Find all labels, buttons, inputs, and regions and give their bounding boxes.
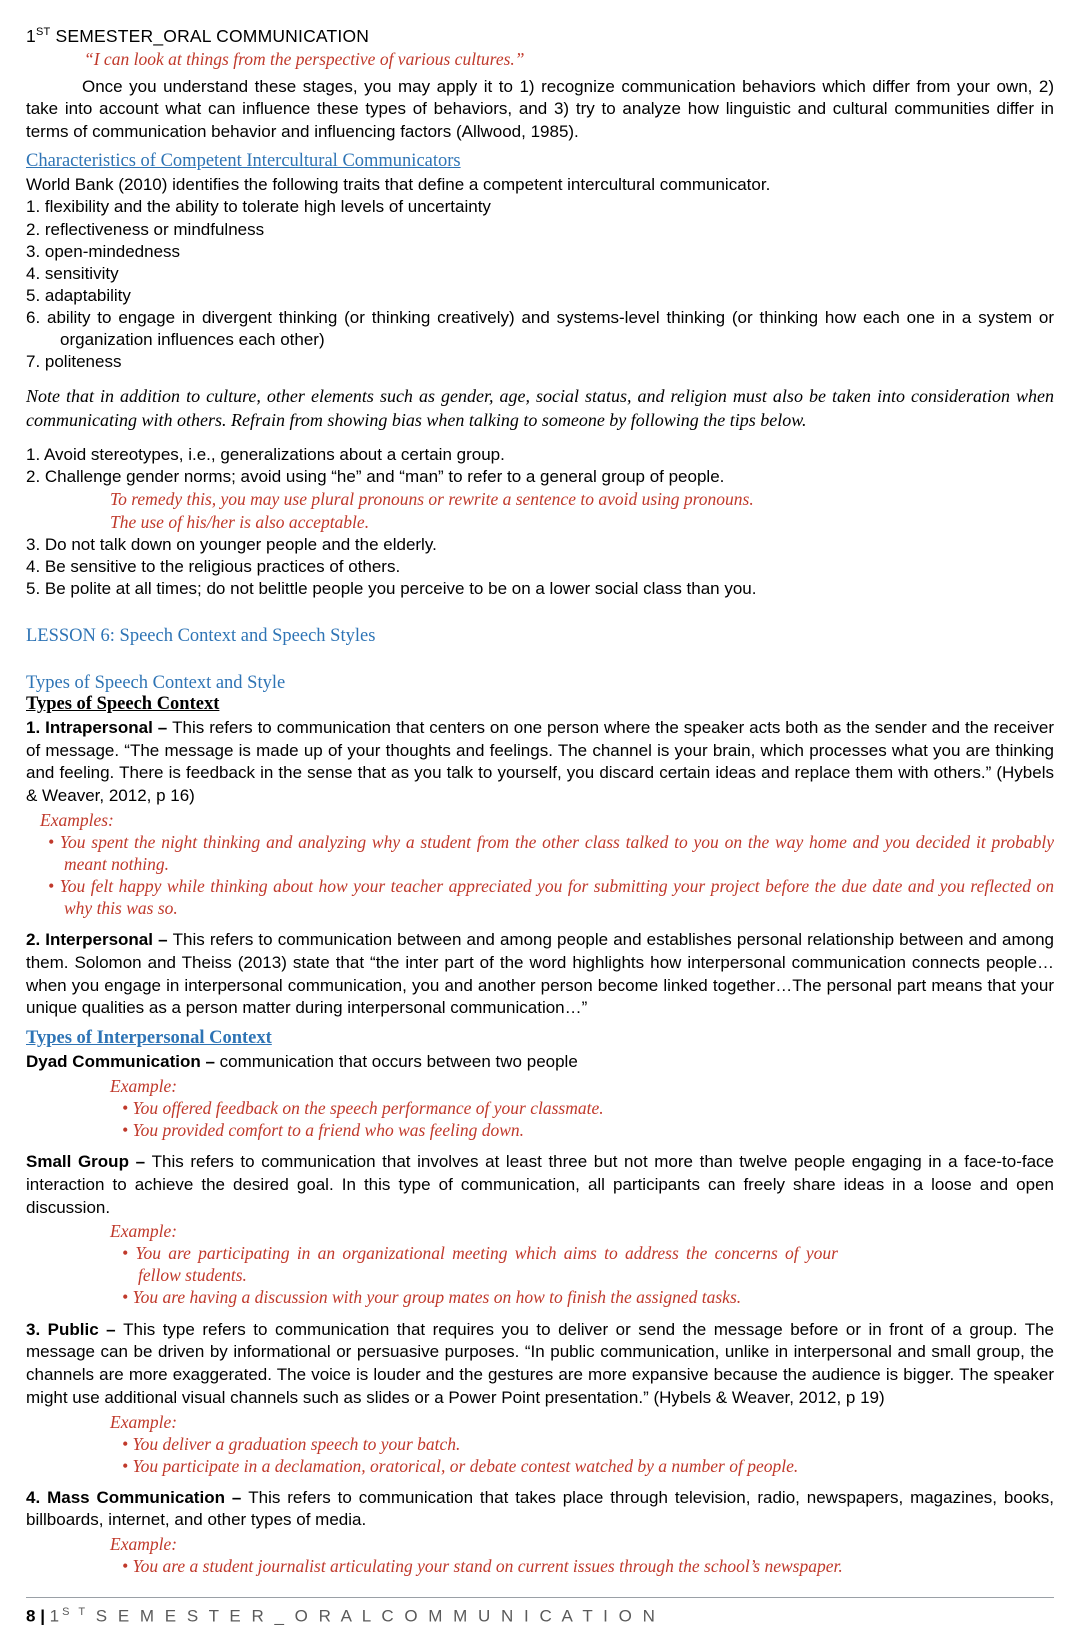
context-public-label: 3. Public – bbox=[26, 1319, 124, 1339]
tip-2-sub-2: The use of his/her is also acceptable. bbox=[110, 511, 370, 532]
footer-separator: | bbox=[35, 1607, 50, 1626]
context-mass bbox=[26, 1487, 1054, 1533]
characteristics-item-2: 2. reflectiveness or mindfulness bbox=[26, 219, 265, 239]
context-interpersonal-label: 2. Interpersonal – bbox=[26, 930, 173, 950]
types-speech-context-style-heading: Types of Speech Context and Style bbox=[26, 672, 286, 693]
spacer bbox=[26, 1020, 1054, 1028]
intrapersonal-examples-label: Examples: bbox=[40, 809, 114, 830]
mass-example-1: • You are a student journalist articulating your stand on current issues through the school’s newspaper. bbox=[122, 1556, 843, 1577]
intrapersonal-example-2: • You felt happy while thinking about how your teacher appreciated you for submitting your project before the due date and you reflected on why this was so. bbox=[48, 876, 1054, 919]
tip-item-3: 3. Do not talk down on younger people and the elderly. bbox=[26, 534, 437, 554]
running-head bbox=[26, 26, 1054, 47]
context-dyad-text: communication that occurs between two people bbox=[219, 1052, 578, 1072]
characteristics-item-5: 5. adaptability bbox=[26, 285, 131, 305]
context-small-group bbox=[26, 1151, 1054, 1219]
context-intrapersonal-text: This refers to communication that centers on one person where the speaker acts both as the sender and the receiver of message. “The message is made up of your thoughts and feelings. The channel is your brain, which processes what you are thinking and feeling. There is feedback in the sense that as you talk to yourself, you discard certain ideas and replace them with others.” (Hybels & Weaver, 2012, p 16) bbox=[26, 717, 1055, 806]
lesson-title: LESSON 6: Speech Context and Speech Styles bbox=[26, 625, 376, 646]
intrapersonal-example-1: • You spent the night thinking and analyzing why a student from the other class talked to you on the way home and you decided it probably meant nothing. bbox=[48, 831, 1054, 875]
context-interpersonal bbox=[26, 929, 1054, 1020]
characteristics-item-4: 4. sensitivity bbox=[26, 263, 119, 283]
context-dyad bbox=[26, 1051, 1054, 1074]
context-public bbox=[26, 1319, 1054, 1410]
tip-2-sub-1: To remedy this, you may use plural pronouns or rewrite a sentence to avoid using pronouns. bbox=[110, 489, 754, 510]
running-head-post: SEMESTER_ORAL COMMUNICATION bbox=[50, 26, 370, 46]
chapter-quote: “I can look at things from the perspective of various cultures.” bbox=[84, 49, 525, 69]
tip-item-2: 2. Challenge gender norms; avoid using “he” and “man” to refer to a general group of people. bbox=[26, 467, 725, 487]
public-example-2: • You participate in a declamation, oratorical, or debate contest watched by a number of people. bbox=[122, 1455, 799, 1476]
running-head-pre: 1 bbox=[26, 26, 36, 46]
types-interpersonal-context-heading: Types of Interpersonal Context bbox=[26, 1028, 272, 1049]
footer-divider bbox=[26, 1597, 1054, 1598]
characteristics-item-1: 1. flexibility and the ability to tolerate high levels of uncertainty bbox=[26, 197, 491, 217]
context-public-text: This type refers to communication that requires you to deliver or send the message before or in front of a group. The message can be driven by informational or persuasive purposes. “In public communication, unlike in interpersonal and small group, the channels are more exaggerated. The voice is louder and the gestures are more expansive because the audience is bigger. The speaker might use additional visual channels such as slides or a Power Point presentation.” (Hybels & Weaver, 2012, p 19) bbox=[26, 1319, 1054, 1407]
intro-paragraph: Once you understand these stages, you may apply it to 1) recognize communication behaviors which differ from your own, 2) take into account what can influence these types of behaviors, and 3) try to analyze how linguistic and cultural communities differ in terms of communication behavior and influencing factors (Allwood, 1985). bbox=[26, 77, 1054, 141]
footer-label bbox=[26, 1606, 1054, 1627]
context-interpersonal-text: This refers to communication between and among people and establishes personal relationship between and among them. Solomon and Theiss (2013) state that “the inter part of the word highlights how interpersonal communication connects people… when you engage in interpersonal communication, you and another person become linked together…The personal part means that your unique qualities as a person matter during interpersonal communication…” bbox=[26, 930, 1054, 1018]
small-group-example-1: • You are participating in an organizational meeting which aims to address the concerns of your fellow students. bbox=[122, 1243, 838, 1286]
footer-page-number: 8 bbox=[26, 1607, 36, 1626]
footer-label-pre: 1 bbox=[49, 1607, 63, 1626]
tip-item-4: 4. Be sensitive to the religious practices of others. bbox=[26, 556, 401, 576]
small-group-example-label: Example: bbox=[110, 1221, 178, 1242]
characteristics-item-6: 6. ability to engage in divergent thinking (or thinking creatively) and systems-level thinking (or thinking how each one in a system or organization influences each other) bbox=[26, 307, 1054, 349]
small-group-example-2: • You are having a discussion with your group mates on how to finish the assigned tasks. bbox=[122, 1287, 742, 1308]
dyad-example-2: • You provided comfort to a friend who was feeling down. bbox=[122, 1120, 524, 1141]
characteristics-heading: Characteristics of Competent Intercultural Communicators bbox=[26, 151, 461, 172]
context-mass-label: 4. Mass Communication – bbox=[26, 1487, 249, 1507]
footer-label-post: S E M E S T E R _ O R A L C O M M U N I C A T I O N bbox=[88, 1607, 658, 1626]
bias-note: Note that in addition to culture, other elements such as gender, age, social status, and religion must also be taken into consideration when communicating with others. Refrain from showing bias when talking to someone by following the tips below. bbox=[26, 386, 1054, 430]
dyad-example-1: • You offered feedback on the speech performance of your classmate. bbox=[122, 1097, 604, 1118]
context-mass-text: This refers to communication that takes place through television, radio, newspapers, magazines, books, billboards, internet, and other types of media. bbox=[26, 1487, 1054, 1530]
context-small-group-label: Small Group – bbox=[26, 1152, 152, 1172]
public-example-label: Example: bbox=[110, 1411, 178, 1432]
characteristics-item-3: 3. open-mindedness bbox=[26, 241, 181, 261]
mass-example-label: Example: bbox=[110, 1534, 178, 1555]
running-head-sup: ST bbox=[35, 26, 51, 39]
page-footer bbox=[26, 1597, 1054, 1627]
footer-label-sup: S T bbox=[62, 1606, 89, 1619]
characteristics-lead: World Bank (2010) identifies the following traits that define a competent intercultural communicator. bbox=[26, 175, 771, 195]
context-dyad-label: Dyad Communication – bbox=[26, 1052, 220, 1072]
types-speech-context-heading: Types of Speech Context bbox=[26, 693, 220, 714]
dyad-example-label: Example: bbox=[110, 1075, 178, 1096]
tip-item-1: 1. Avoid stereotypes, i.e., generalizations about a certain group. bbox=[26, 444, 505, 464]
public-example-1: • You deliver a graduation speech to your batch. bbox=[122, 1433, 461, 1454]
tip-item-5: 5. Be polite at all times; do not belittle people you perceive to be on a lower social class than you. bbox=[26, 578, 757, 598]
context-intrapersonal bbox=[26, 717, 1054, 808]
characteristics-item-7: 7. politeness bbox=[26, 352, 122, 372]
context-small-group-text: This refers to communication that involves at least three but not more than twelve people engaging in a face-to-face interaction to achieve the desired goal. In this type of communication, all participants can freely share ideas in a loose and open discussion. bbox=[26, 1152, 1054, 1217]
context-intrapersonal-label: 1. Intrapersonal – bbox=[26, 717, 173, 737]
